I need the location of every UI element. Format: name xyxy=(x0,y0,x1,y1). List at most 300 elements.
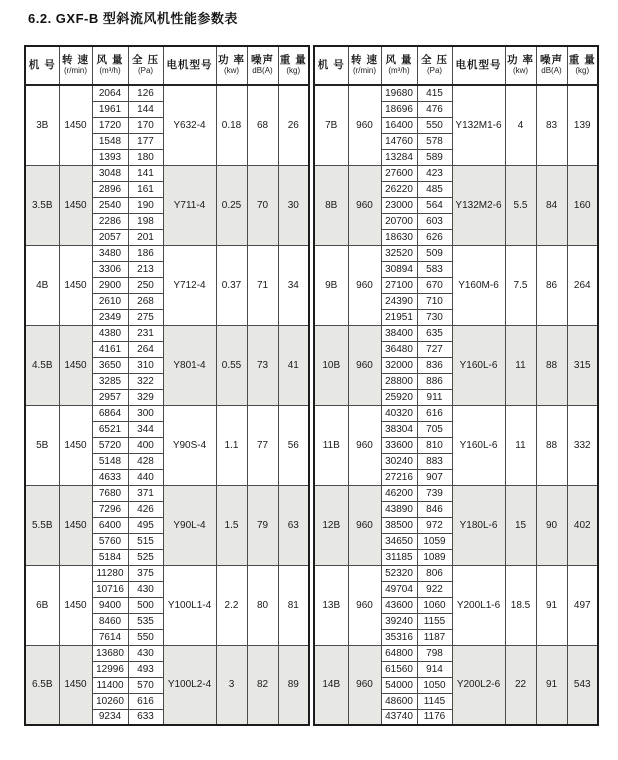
column-unit-pressure: (Pa) xyxy=(137,66,154,76)
cell-airflow: 2057 xyxy=(92,229,128,245)
cell-speed: 960 xyxy=(348,485,381,565)
cell-speed: 1450 xyxy=(59,645,92,725)
cell-speed: 960 xyxy=(348,85,381,165)
column-unit-power: (kw) xyxy=(512,66,529,76)
cell-pressure: 1089 xyxy=(417,549,452,565)
cell-airflow: 18696 xyxy=(381,101,417,117)
cell-airflow: 3306 xyxy=(92,261,128,277)
cell-speed: 960 xyxy=(348,165,381,245)
cell-motor: Y100L1-4 xyxy=(163,565,216,645)
table-row xyxy=(314,565,598,581)
table-row xyxy=(25,485,309,501)
cell-weight: 332 xyxy=(567,405,598,485)
cell-noise: 80 xyxy=(247,565,278,645)
column-unit-speed: (r/min) xyxy=(352,66,377,76)
cell-power: 1.1 xyxy=(216,405,247,485)
cell-weight: 26 xyxy=(278,85,309,165)
cell-pressure: 250 xyxy=(128,277,163,293)
cell-noise: 70 xyxy=(247,165,278,245)
cell-airflow: 7680 xyxy=(92,485,128,501)
column-header-weight xyxy=(278,46,309,85)
cell-airflow: 4633 xyxy=(92,469,128,485)
cell-pressure: 141 xyxy=(128,165,163,181)
cell-speed: 1450 xyxy=(59,245,92,325)
cell-pressure: 126 xyxy=(128,85,163,101)
cell-pressure: 570 xyxy=(128,677,163,693)
cell-weight: 160 xyxy=(567,165,598,245)
cell-airflow: 64800 xyxy=(381,645,417,661)
cell-pressure: 509 xyxy=(417,245,452,261)
cell-airflow: 30894 xyxy=(381,261,417,277)
cell-model: 12B xyxy=(314,485,348,565)
cell-model: 11B xyxy=(314,405,348,485)
cell-pressure: 231 xyxy=(128,325,163,341)
cell-pressure: 616 xyxy=(417,405,452,421)
cell-model: 13B xyxy=(314,565,348,645)
column-unit-power: (kw) xyxy=(223,66,240,76)
column-label-weight: 重 量 xyxy=(279,54,307,67)
cell-pressure: 922 xyxy=(417,581,452,597)
cell-airflow: 34650 xyxy=(381,533,417,549)
cell-pressure: 564 xyxy=(417,197,452,213)
cell-pressure: 495 xyxy=(128,517,163,533)
cell-pressure: 846 xyxy=(417,501,452,517)
cell-pressure: 730 xyxy=(417,309,452,325)
table-row xyxy=(314,485,598,501)
cell-airflow: 1393 xyxy=(92,149,128,165)
cell-motor: Y160M-6 xyxy=(452,245,505,325)
cell-airflow: 2540 xyxy=(92,197,128,213)
cell-pressure: 727 xyxy=(417,341,452,357)
cell-pressure: 144 xyxy=(128,101,163,117)
cell-weight: 34 xyxy=(278,245,309,325)
cell-noise: 88 xyxy=(536,325,567,405)
cell-power: 22 xyxy=(505,645,536,725)
cell-speed: 1450 xyxy=(59,485,92,565)
cell-pressure: 201 xyxy=(128,229,163,245)
cell-motor: Y160L-6 xyxy=(452,325,505,405)
cell-airflow: 7296 xyxy=(92,501,128,517)
cell-model: 5.5B xyxy=(25,485,59,565)
cell-weight: 497 xyxy=(567,565,598,645)
table-row xyxy=(25,165,309,181)
cell-pressure: 633 xyxy=(128,709,163,725)
cell-airflow: 40320 xyxy=(381,405,417,421)
cell-pressure: 635 xyxy=(417,325,452,341)
cell-airflow: 25920 xyxy=(381,389,417,405)
cell-pressure: 626 xyxy=(417,229,452,245)
cell-pressure: 400 xyxy=(128,437,163,453)
cell-airflow: 27100 xyxy=(381,277,417,293)
cell-airflow: 19680 xyxy=(381,85,417,101)
cell-pressure: 1155 xyxy=(417,613,452,629)
cell-noise: 86 xyxy=(536,245,567,325)
cell-pressure: 500 xyxy=(128,597,163,613)
table-row xyxy=(25,245,309,261)
cell-pressure: 907 xyxy=(417,469,452,485)
cell-airflow: 43740 xyxy=(381,709,417,725)
cell-pressure: 670 xyxy=(417,277,452,293)
column-header-motor xyxy=(452,46,505,85)
cell-noise: 82 xyxy=(247,645,278,725)
cell-motor: Y712-4 xyxy=(163,245,216,325)
cell-speed: 960 xyxy=(348,405,381,485)
column-label-airflow: 风 量 xyxy=(96,54,124,67)
cell-noise: 83 xyxy=(536,85,567,165)
cell-airflow: 10716 xyxy=(92,581,128,597)
cell-pressure: 300 xyxy=(128,405,163,421)
cell-pressure: 415 xyxy=(417,85,452,101)
cell-motor: Y160L-6 xyxy=(452,405,505,485)
cell-model: 4.5B xyxy=(25,325,59,405)
cell-speed: 1450 xyxy=(59,325,92,405)
cell-airflow: 4380 xyxy=(92,325,128,341)
cell-motor: Y632-4 xyxy=(163,85,216,165)
column-label-pressure: 全 压 xyxy=(132,54,159,67)
cell-weight: 139 xyxy=(567,85,598,165)
cell-weight: 81 xyxy=(278,565,309,645)
cell-pressure: 485 xyxy=(417,181,452,197)
cell-airflow: 43600 xyxy=(381,597,417,613)
cell-pressure: 344 xyxy=(128,421,163,437)
cell-pressure: 515 xyxy=(128,533,163,549)
column-header-airflow xyxy=(92,46,128,85)
cell-pressure: 705 xyxy=(417,421,452,437)
column-label-motor: 电机型号 xyxy=(455,58,502,71)
cell-weight: 315 xyxy=(567,325,598,405)
cell-noise: 71 xyxy=(247,245,278,325)
cell-pressure: 1059 xyxy=(417,533,452,549)
cell-airflow: 43890 xyxy=(381,501,417,517)
cell-pressure: 180 xyxy=(128,149,163,165)
cell-pressure: 170 xyxy=(128,117,163,133)
cell-motor: Y711-4 xyxy=(163,165,216,245)
cell-pressure: 198 xyxy=(128,213,163,229)
cell-speed: 960 xyxy=(348,565,381,645)
cell-power: 0.55 xyxy=(216,325,247,405)
cell-airflow: 28800 xyxy=(381,373,417,389)
cell-noise: 91 xyxy=(536,645,567,725)
cell-noise: 88 xyxy=(536,405,567,485)
cell-model: 4B xyxy=(25,245,59,325)
cell-airflow: 54000 xyxy=(381,677,417,693)
cell-pressure: 423 xyxy=(417,165,452,181)
cell-noise: 68 xyxy=(247,85,278,165)
cell-motor: Y90S-4 xyxy=(163,405,216,485)
cell-airflow: 18630 xyxy=(381,229,417,245)
cell-noise: 79 xyxy=(247,485,278,565)
cell-airflow: 52320 xyxy=(381,565,417,581)
column-header-pressure xyxy=(417,46,452,85)
column-unit-pressure: (Pa) xyxy=(426,66,443,76)
cell-model: 9B xyxy=(314,245,348,325)
cell-model: 14B xyxy=(314,645,348,725)
column-label-noise: 噪声 xyxy=(251,54,274,67)
cell-airflow: 9400 xyxy=(92,597,128,613)
cell-airflow: 10260 xyxy=(92,693,128,709)
cell-airflow: 2610 xyxy=(92,293,128,309)
column-unit-airflow: (m³/h) xyxy=(388,66,410,76)
cell-noise: 77 xyxy=(247,405,278,485)
table-row xyxy=(25,325,309,341)
column-header-motor xyxy=(163,46,216,85)
cell-pressure: 914 xyxy=(417,661,452,677)
cell-model: 8B xyxy=(314,165,348,245)
column-unit-airflow: (m³/h) xyxy=(99,66,121,76)
cell-airflow: 2286 xyxy=(92,213,128,229)
cell-airflow: 16400 xyxy=(381,117,417,133)
cell-pressure: 275 xyxy=(128,309,163,325)
cell-pressure: 268 xyxy=(128,293,163,309)
column-header-speed xyxy=(348,46,381,85)
cell-motor: Y90L-4 xyxy=(163,485,216,565)
cell-pressure: 589 xyxy=(417,149,452,165)
cell-noise: 90 xyxy=(536,485,567,565)
spec-tables-container xyxy=(24,45,599,726)
table-row xyxy=(25,565,309,581)
column-label-model: 机 号 xyxy=(317,58,345,71)
column-header-model xyxy=(25,46,59,85)
column-unit-weight: (kg) xyxy=(286,66,301,76)
cell-pressure: 1145 xyxy=(417,693,452,709)
cell-pressure: 430 xyxy=(128,645,163,661)
cell-pressure: 836 xyxy=(417,357,452,373)
cell-airflow: 6521 xyxy=(92,421,128,437)
cell-airflow: 5148 xyxy=(92,453,128,469)
cell-pressure: 535 xyxy=(128,613,163,629)
cell-airflow: 49704 xyxy=(381,581,417,597)
cell-model: 7B xyxy=(314,85,348,165)
column-label-speed: 转 速 xyxy=(62,54,89,67)
cell-pressure: 883 xyxy=(417,453,452,469)
cell-pressure: 1176 xyxy=(417,709,452,725)
cell-airflow: 61560 xyxy=(381,661,417,677)
cell-pressure: 329 xyxy=(128,389,163,405)
cell-airflow: 27216 xyxy=(381,469,417,485)
cell-airflow: 38500 xyxy=(381,517,417,533)
cell-airflow: 27600 xyxy=(381,165,417,181)
cell-model: 10B xyxy=(314,325,348,405)
cell-airflow: 24390 xyxy=(381,293,417,309)
cell-airflow: 2349 xyxy=(92,309,128,325)
header-row xyxy=(314,46,598,85)
page-title: 6.2. GXF-B 型斜流风机性能参数表 xyxy=(28,11,238,26)
column-header-power xyxy=(505,46,536,85)
table-row xyxy=(314,165,598,181)
cell-pressure: 550 xyxy=(128,629,163,645)
cell-motor: Y180L-6 xyxy=(452,485,505,565)
cell-airflow: 12996 xyxy=(92,661,128,677)
cell-airflow: 14760 xyxy=(381,133,417,149)
cell-model: 6B xyxy=(25,565,59,645)
column-header-noise xyxy=(247,46,278,85)
cell-power: 3 xyxy=(216,645,247,725)
cell-pressure: 186 xyxy=(128,245,163,261)
cell-airflow: 3480 xyxy=(92,245,128,261)
column-header-noise xyxy=(536,46,567,85)
cell-airflow: 39240 xyxy=(381,613,417,629)
cell-pressure: 583 xyxy=(417,261,452,277)
cell-power: 0.18 xyxy=(216,85,247,165)
column-label-power: 功 率 xyxy=(507,54,534,67)
cell-speed: 960 xyxy=(348,645,381,725)
column-unit-noise: dB(A) xyxy=(541,66,562,76)
cell-airflow: 2896 xyxy=(92,181,128,197)
cell-weight: 89 xyxy=(278,645,309,725)
table-row xyxy=(25,645,309,661)
cell-weight: 264 xyxy=(567,245,598,325)
cell-power: 15 xyxy=(505,485,536,565)
table-row xyxy=(314,405,598,421)
cell-airflow: 8460 xyxy=(92,613,128,629)
cell-pressure: 525 xyxy=(128,549,163,565)
cell-pressure: 886 xyxy=(417,373,452,389)
cell-power: 2.2 xyxy=(216,565,247,645)
cell-power: 1.5 xyxy=(216,485,247,565)
column-header-speed xyxy=(59,46,92,85)
cell-pressure: 798 xyxy=(417,645,452,661)
column-label-noise: 噪声 xyxy=(540,54,563,67)
cell-power: 11 xyxy=(505,405,536,485)
cell-pressure: 428 xyxy=(128,453,163,469)
cell-airflow: 36480 xyxy=(381,341,417,357)
cell-pressure: 616 xyxy=(128,693,163,709)
cell-airflow: 1548 xyxy=(92,133,128,149)
cell-noise: 73 xyxy=(247,325,278,405)
cell-pressure: 810 xyxy=(417,437,452,453)
cell-airflow: 38304 xyxy=(381,421,417,437)
cell-airflow: 2064 xyxy=(92,85,128,101)
cell-airflow: 30240 xyxy=(381,453,417,469)
cell-pressure: 440 xyxy=(128,469,163,485)
cell-speed: 1450 xyxy=(59,405,92,485)
cell-pressure: 371 xyxy=(128,485,163,501)
table-row xyxy=(25,405,309,421)
cell-weight: 402 xyxy=(567,485,598,565)
cell-airflow: 9234 xyxy=(92,709,128,725)
column-header-pressure xyxy=(128,46,163,85)
cell-power: 11 xyxy=(505,325,536,405)
column-label-power: 功 率 xyxy=(218,54,245,67)
cell-noise: 91 xyxy=(536,565,567,645)
cell-airflow: 20700 xyxy=(381,213,417,229)
cell-speed: 960 xyxy=(348,245,381,325)
cell-airflow: 35316 xyxy=(381,629,417,645)
cell-pressure: 177 xyxy=(128,133,163,149)
cell-airflow: 1720 xyxy=(92,117,128,133)
cell-motor: Y801-4 xyxy=(163,325,216,405)
cell-pressure: 739 xyxy=(417,485,452,501)
cell-pressure: 972 xyxy=(417,517,452,533)
column-label-airflow: 风 量 xyxy=(385,54,413,67)
cell-pressure: 430 xyxy=(128,581,163,597)
cell-pressure: 264 xyxy=(128,341,163,357)
column-header-airflow xyxy=(381,46,417,85)
cell-power: 4 xyxy=(505,85,536,165)
cell-airflow: 3048 xyxy=(92,165,128,181)
cell-model: 5B xyxy=(25,405,59,485)
column-header-model xyxy=(314,46,348,85)
cell-pressure: 578 xyxy=(417,133,452,149)
cell-airflow: 7614 xyxy=(92,629,128,645)
cell-airflow: 26220 xyxy=(381,181,417,197)
cell-weight: 543 xyxy=(567,645,598,725)
cell-noise: 84 xyxy=(536,165,567,245)
cell-pressure: 550 xyxy=(417,117,452,133)
cell-pressure: 1187 xyxy=(417,629,452,645)
cell-airflow: 32000 xyxy=(381,357,417,373)
cell-airflow: 38400 xyxy=(381,325,417,341)
cell-motor: Y200L2-6 xyxy=(452,645,505,725)
cell-weight: 56 xyxy=(278,405,309,485)
cell-airflow: 1961 xyxy=(92,101,128,117)
cell-airflow: 6864 xyxy=(92,405,128,421)
column-header-weight xyxy=(567,46,598,85)
cell-pressure: 806 xyxy=(417,565,452,581)
cell-speed: 1450 xyxy=(59,165,92,245)
cell-pressure: 476 xyxy=(417,101,452,117)
cell-pressure: 375 xyxy=(128,565,163,581)
column-unit-noise: dB(A) xyxy=(252,66,273,76)
table-row xyxy=(314,245,598,261)
cell-motor: Y132M1-6 xyxy=(452,85,505,165)
cell-pressure: 1050 xyxy=(417,677,452,693)
cell-power: 0.37 xyxy=(216,245,247,325)
table-row xyxy=(25,85,309,101)
column-unit-weight: (kg) xyxy=(575,66,590,76)
column-unit-speed: (r/min) xyxy=(63,66,88,76)
cell-pressure: 161 xyxy=(128,181,163,197)
header-row xyxy=(25,46,309,85)
cell-airflow: 11400 xyxy=(92,677,128,693)
cell-airflow: 21951 xyxy=(381,309,417,325)
cell-airflow: 32520 xyxy=(381,245,417,261)
column-label-motor: 电机型号 xyxy=(166,58,213,71)
cell-pressure: 911 xyxy=(417,389,452,405)
cell-airflow: 2900 xyxy=(92,277,128,293)
cell-airflow: 3285 xyxy=(92,373,128,389)
cell-pressure: 213 xyxy=(128,261,163,277)
cell-model: 6.5B xyxy=(25,645,59,725)
cell-pressure: 603 xyxy=(417,213,452,229)
table-row xyxy=(314,645,598,661)
cell-weight: 30 xyxy=(278,165,309,245)
cell-power: 18.5 xyxy=(505,565,536,645)
cell-weight: 63 xyxy=(278,485,309,565)
fan-spec-table-right xyxy=(313,45,599,726)
cell-speed: 1450 xyxy=(59,85,92,165)
cell-pressure: 1060 xyxy=(417,597,452,613)
cell-airflow: 46200 xyxy=(381,485,417,501)
cell-pressure: 310 xyxy=(128,357,163,373)
column-label-speed: 转 速 xyxy=(351,54,378,67)
cell-speed: 960 xyxy=(348,325,381,405)
column-label-weight: 重 量 xyxy=(568,54,596,67)
cell-pressure: 322 xyxy=(128,373,163,389)
cell-airflow: 5184 xyxy=(92,549,128,565)
cell-power: 5.5 xyxy=(505,165,536,245)
cell-airflow: 5760 xyxy=(92,533,128,549)
cell-model: 3.5B xyxy=(25,165,59,245)
cell-airflow: 48600 xyxy=(381,693,417,709)
cell-airflow: 2957 xyxy=(92,389,128,405)
cell-airflow: 23000 xyxy=(381,197,417,213)
table-row xyxy=(314,85,598,101)
cell-pressure: 493 xyxy=(128,661,163,677)
cell-airflow: 31185 xyxy=(381,549,417,565)
column-header-power xyxy=(216,46,247,85)
cell-airflow: 33600 xyxy=(381,437,417,453)
